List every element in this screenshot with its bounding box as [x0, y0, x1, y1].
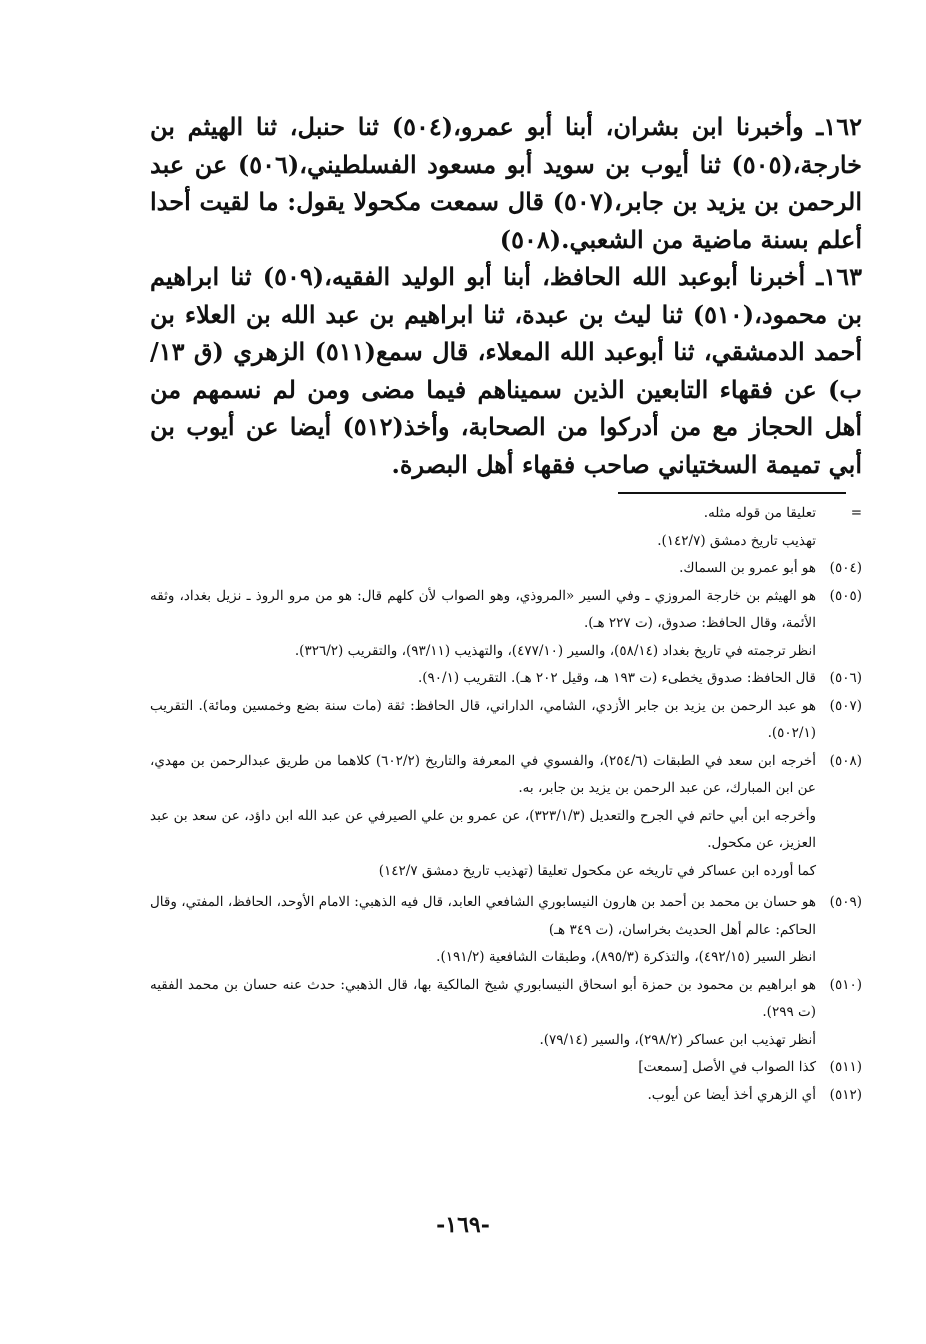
footnote-508	[150, 748, 862, 886]
footnote-505	[150, 583, 862, 666]
footnote-number: (٥٠٤)	[829, 560, 862, 576]
footnote-continuation	[150, 500, 862, 555]
footnote-divider	[618, 492, 846, 494]
footnote-number: (٥١٢)	[829, 1086, 862, 1103]
footnotes	[150, 500, 862, 1109]
footnote-text: هو ابراهيم بن محمود بن حمزة أبو اسحاق النيسابوري شيخ المالكية بها، قال الذهبي: حدث عنه حسان بن محمد الفقيه (ت ٢٩٩). أنظر تهذيب ابن عساكر (٢٩٨/٢)، والسير (٧٩/١٤).	[150, 976, 816, 1048]
footnote-506	[150, 665, 862, 693]
footnote-509	[150, 889, 862, 972]
footnote-text: كذا الصواب في الأصل [سمعت]	[638, 1059, 816, 1075]
footnote-510	[150, 972, 862, 1055]
main-text	[150, 108, 862, 483]
footnote-number: (٥١١)	[829, 1059, 862, 1075]
footnote-text: هو عبد الرحمن بن يزيد بن جابر الأزدي، الشامي، الداراني، قال الحافظ: ثقة (مات سنة بضع وخمسين ومائة). التقريب (٥٠٢/١).	[150, 697, 816, 741]
footnote-text: قال الحافظ: صدوق يخطىء (ت ١٩٣ هـ، وقيل ٢٠٢ هـ). التقريب (٩٠/١).	[417, 670, 816, 686]
footnote-504	[150, 555, 862, 583]
footnote-number: (٥٠٧)	[829, 697, 862, 714]
footnote-number: =	[850, 505, 862, 521]
footnote-text: هو أبو عمرو بن السماك.	[679, 560, 816, 576]
footnote-text: هو حسان بن محمد بن أحمد بن هارون النيسابوري الشافعي العابد، قال فيه الذهبي: الامام الأوحد، الحافظ، المفتي، وقال الحاكم: عالم أهل الحديث بخراسان، (ت ٣٤٩ هـ) انظر السير (٤٩٢/١٥)، والتذكرة (٨٩٥/٣)، وطبقات الشافعية (١٩١/٢).	[150, 894, 816, 965]
footnote-text: أي الزهري أخذ أيضا عن أيوب.	[647, 1086, 816, 1103]
paragraph-162: ١٦٢ـ وأخبرنا ابن بشران، أبنا أبو عمرو،(٥٠٤) ثنا حنبل، ثنا الهيثم بن خارجة،(٥٠٥) ثنا أيوب بن سويد أبو مسعود الفسلطيني،(٥٠٦) عن عبد الرحمن بن يزيد بن جابر،(٥٠٧) قال سمعت مكحولا يقول: ما لقيت أحدا أعلم بسنة ماضية من الشعبي.(٥٠٨)	[150, 112, 863, 254]
footnote-number: (٥٠٥)	[829, 587, 862, 604]
footnote-number: (٥١٠)	[829, 976, 862, 993]
footnote-511	[150, 1054, 862, 1082]
footnote-number: (٥٠٦)	[829, 670, 862, 686]
paragraph-163: ١٦٣ـ أخبرنا أبوعبد الله الحافظ، أبنا أبو الوليد الفقيه،(٥٠٩) ثنا ابراهيم بن محمود،(٥١٠) ثنا ليث بن عبدة، ثنا ابراهيم بن عبد الله بن العلاء بن أحمد الدمشقي، ثنا أبوعبد الله المعلاء، قال سمع(٥١١) الزهري (ق ١٣/ ب) عن فقهاء التابعين الذين سميناهم فيما مضى ومن لم نسمهم من أهل الحجاز مع من أدركوا من الصحابة، وأخذ(٥١٢) أيضا عن أيوب بن أبي تميمة السختياني صاحب فقهاء أهل البصرة.	[150, 262, 863, 479]
page-number: -١٦٩-	[436, 1212, 490, 1238]
footnote-number: (٥٠٨)	[829, 752, 862, 769]
footnote-512	[150, 1082, 862, 1110]
footnote-text: تعليقا من قوله مثله. تهذيب تاريخ دمشق (١٤٢/٧).	[657, 505, 816, 549]
footnote-text: هو الهيثم بن خارجة المروزي ـ وفي السير «المروذي، وهو الصواب لأن كلهم قال: هو من مرو الروذ ـ نزيل بغداد، وثقه الأئمة، وقال الحافظ: صدوق، (ت ٢٢٧ هـ). انظر ترجمته في تاريخ بغداد (٥٨/١٤)، والسير (٤٧٧/١٠)، والتهذيب (٩٣/١١)، والتقريب (٣٢٦/٢).	[150, 587, 816, 659]
footnote-507	[150, 693, 862, 748]
footnote-number: (٥٠٩)	[829, 894, 862, 910]
footnote-text: أخرجه ابن سعد في الطبقات (٢٥٤/٦)، والفسوي في المعرفة والتاريخ (٦٠٢/٢) كلاهما من طريق عبدالرحمن بن مهدي، عن ابن المبارك، عن عبد الرحمن بن يزيد بن جابر، به. وأخرجه ابن أبي حاتم في الجرح والتعديل (٣٢٣/١/٣)، عن عمرو بن علي الصيرفي عن عبد الله ابن داؤد، عن سعد بن عبد العزيز، عن مكحول. كما أورده ابن عساكر في تاريخه عن مكحول تعليقا (تهذيب تاريخ دمشق ١٤٢/٧)	[150, 752, 817, 879]
